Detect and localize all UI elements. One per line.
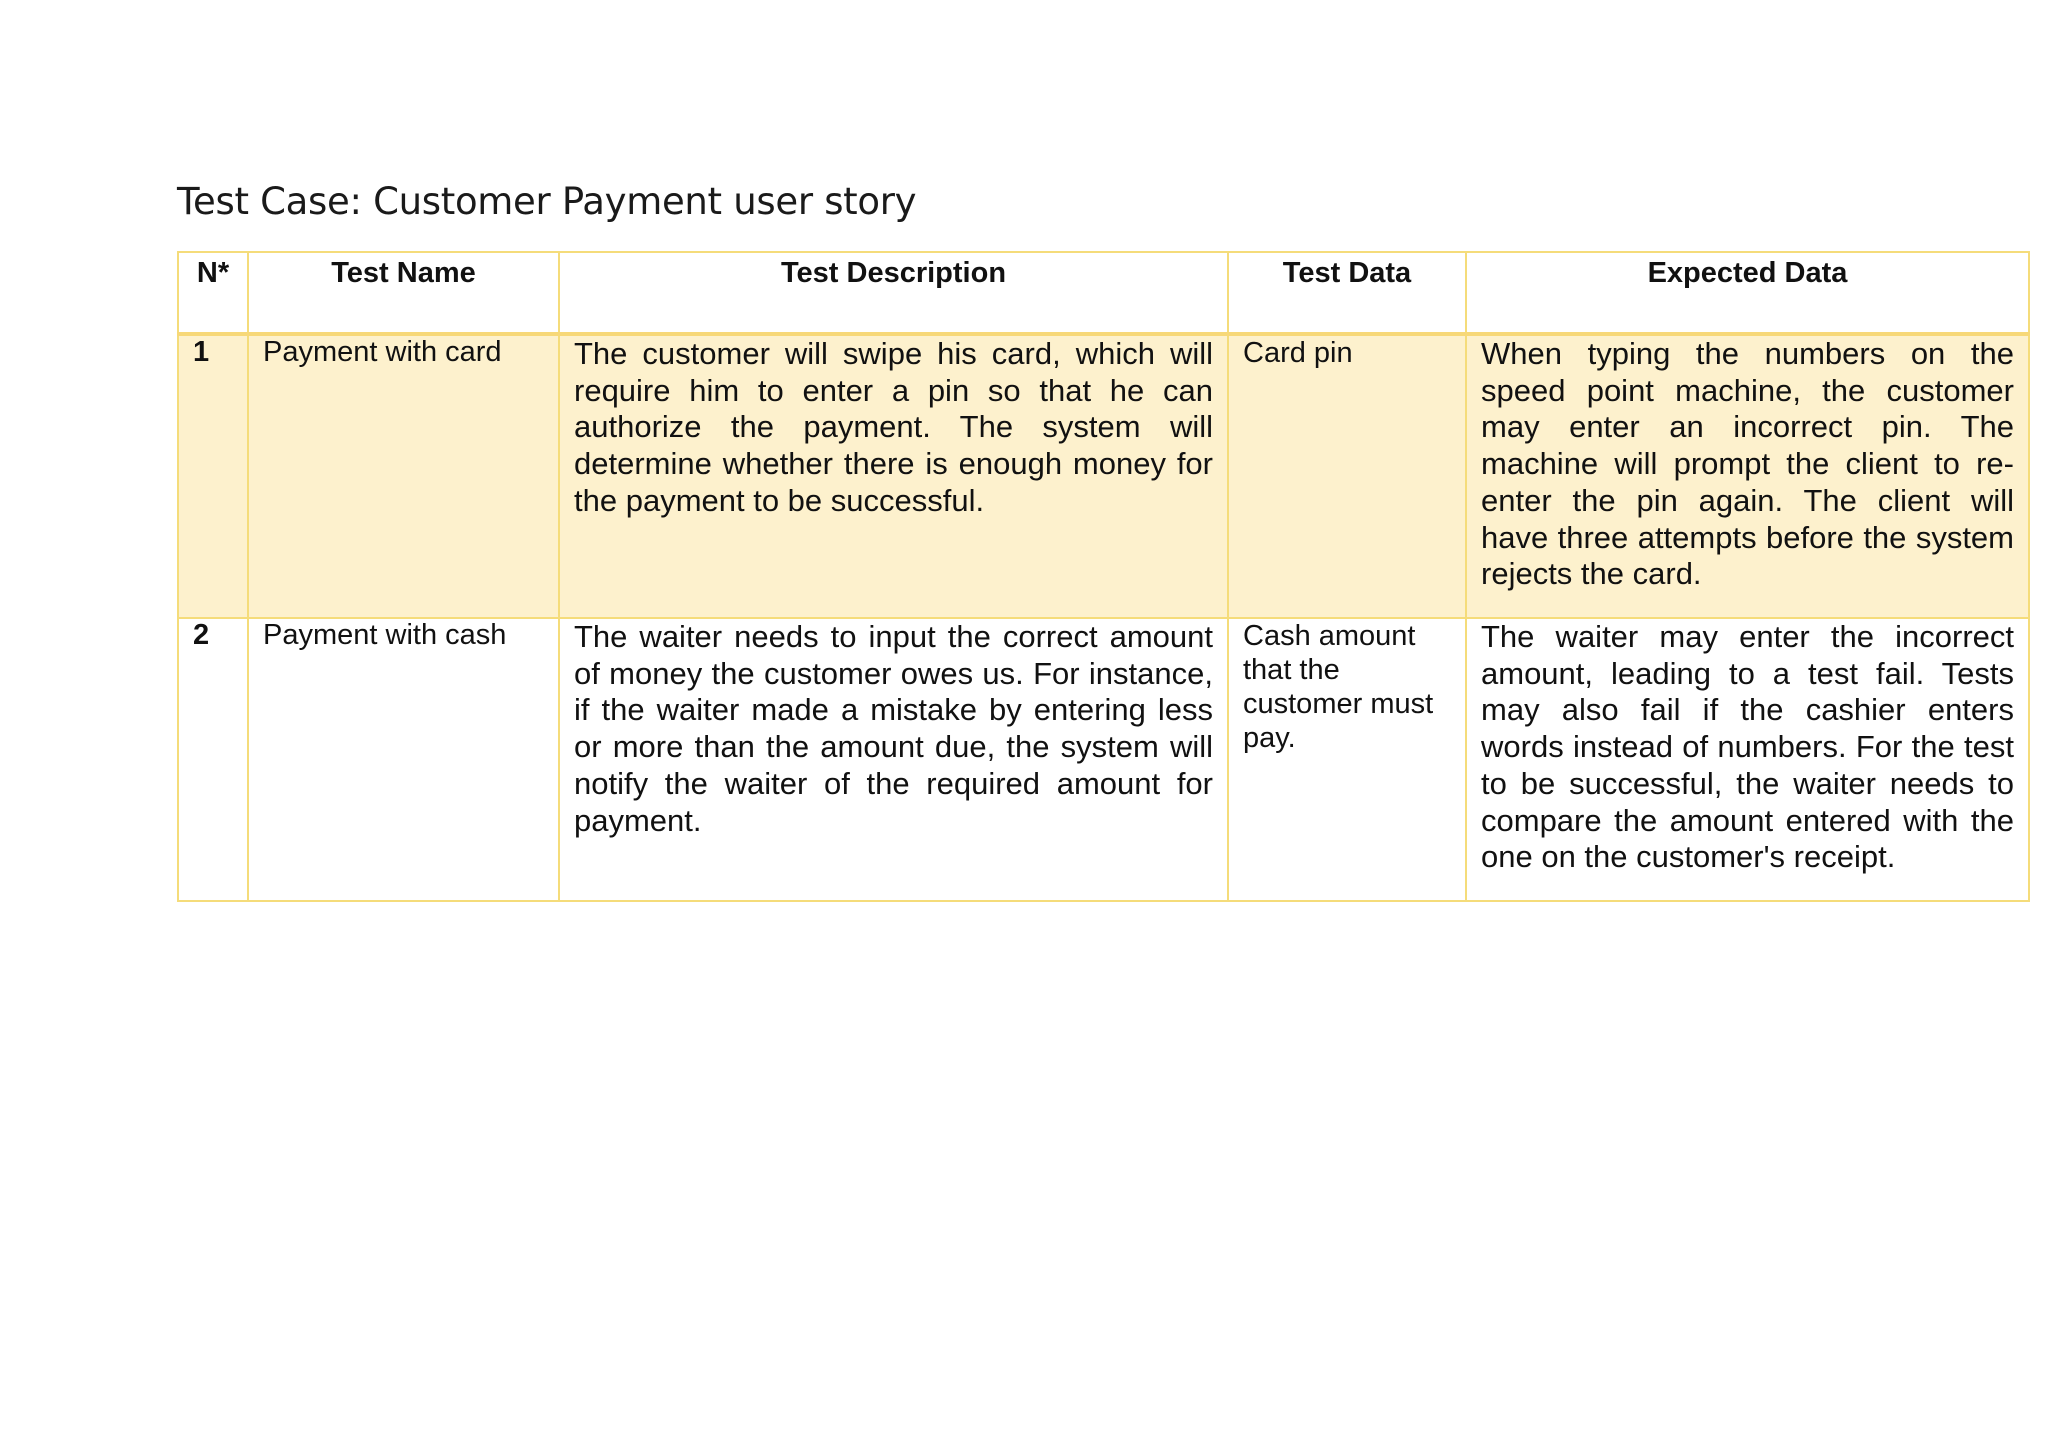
row-test-description: The customer will swipe his card, which will require him to enter a pin so that he can authorize the payment. The system will determine whether there is enough money for the payment to be successful. xyxy=(559,334,1228,618)
row-expected-data: When typing the numbers on the speed point machine, the customer may enter an incorrect pin. The machine will prompt the client to re-enter the pin again. The client will have three attempts before the system rejects the card. xyxy=(1466,334,2029,618)
header-test-data: Test Data xyxy=(1228,252,1466,334)
test-case-table xyxy=(177,251,2030,902)
row-test-description: The waiter needs to input the correct amount of money the customer owes us. For instance, if the waiter made a mistake by entering less or more than the amount due, the system will notify the waiter of the required amount for payment. xyxy=(559,618,1228,901)
table-row xyxy=(178,334,2029,618)
table-row xyxy=(178,618,2029,901)
row-test-name: Payment with card xyxy=(248,334,559,618)
page-title: Test Case: Customer Payment user story xyxy=(177,180,917,223)
row-number: 2 xyxy=(178,618,248,901)
row-test-data: Cash amount that the customer must pay. xyxy=(1228,618,1466,901)
header-number: N* xyxy=(178,252,248,334)
header-expected-data: Expected Data xyxy=(1466,252,2029,334)
row-number: 1 xyxy=(178,334,248,618)
header-test-name: Test Name xyxy=(248,252,559,334)
row-expected-data: The waiter may enter the incorrect amount, leading to a test fail. Tests may also fail if the cashier enters words instead of numbers. For the test to be successful, the waiter needs to compare the amount entered with the one on the customer's receipt. xyxy=(1466,618,2029,901)
header-test-description: Test Description xyxy=(559,252,1228,334)
table-header-row xyxy=(178,252,2029,334)
row-test-name: Payment with cash xyxy=(248,618,559,901)
row-test-data: Card pin xyxy=(1228,334,1466,618)
